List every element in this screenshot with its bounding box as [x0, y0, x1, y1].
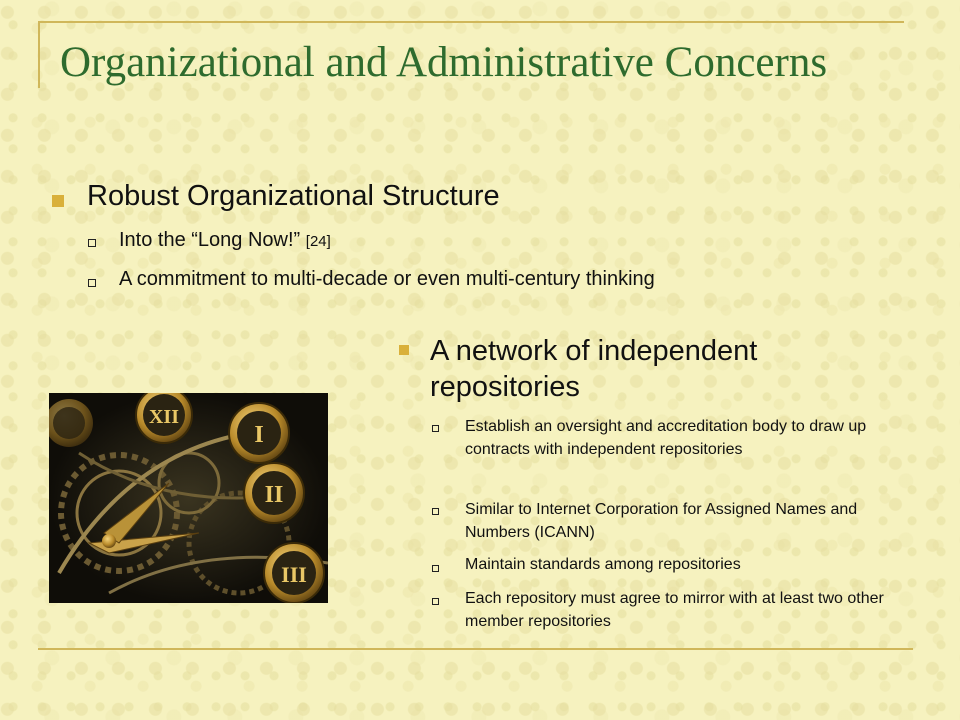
svg-text:XII: XII	[148, 406, 180, 428]
svg-text:I: I	[254, 422, 264, 448]
numeral-ii-medallion	[244, 463, 304, 523]
svg-text:II: II	[264, 482, 284, 508]
checkbox-bullet-icon	[432, 565, 439, 572]
svg-text:III: III	[281, 562, 307, 587]
top-rule	[38, 21, 904, 23]
checkbox-bullet-icon	[432, 508, 439, 515]
bullet-square-icon	[399, 345, 409, 355]
list-item-standards: Maintain standards among repositories	[465, 556, 741, 573]
list-item-icann: Similar to Internet Corporation for Assigned Names and Numbers (ICANN)	[465, 501, 858, 541]
list-item-mirror: Each repository must agree to mirror with at least two other member repositories	[465, 590, 884, 630]
list-item-text: Into the “Long Now!”	[119, 229, 301, 251]
list-item-long-now	[119, 229, 331, 252]
citation-ref: [24]	[305, 233, 331, 250]
left-rule	[38, 21, 40, 88]
checkbox-bullet-icon	[88, 279, 96, 287]
numeral-xii-medallion	[136, 393, 192, 443]
numeral-i-medallion	[229, 403, 289, 463]
section-heading-organizational-structure: Robust Organizational Structure	[87, 180, 500, 212]
numeral-iii-medallion	[264, 543, 324, 603]
section-heading-network-repositories: A network of independent repositories	[430, 335, 758, 403]
checkbox-bullet-icon	[432, 598, 439, 605]
list-item-oversight-body: Establish an oversight and accreditation body to draw up contracts with independent repositories	[465, 418, 867, 458]
checkbox-bullet-icon	[88, 239, 96, 247]
clockwork-image	[49, 393, 328, 603]
checkbox-bullet-icon	[432, 425, 439, 432]
slide-title: Organizational and Administrative Concerns	[60, 39, 828, 86]
bottom-rule	[38, 648, 913, 650]
bullet-square-icon	[52, 195, 64, 207]
clockwork-illustration	[49, 393, 328, 603]
list-item-multi-century: A commitment to multi-decade or even multi-century thinking	[119, 268, 655, 290]
